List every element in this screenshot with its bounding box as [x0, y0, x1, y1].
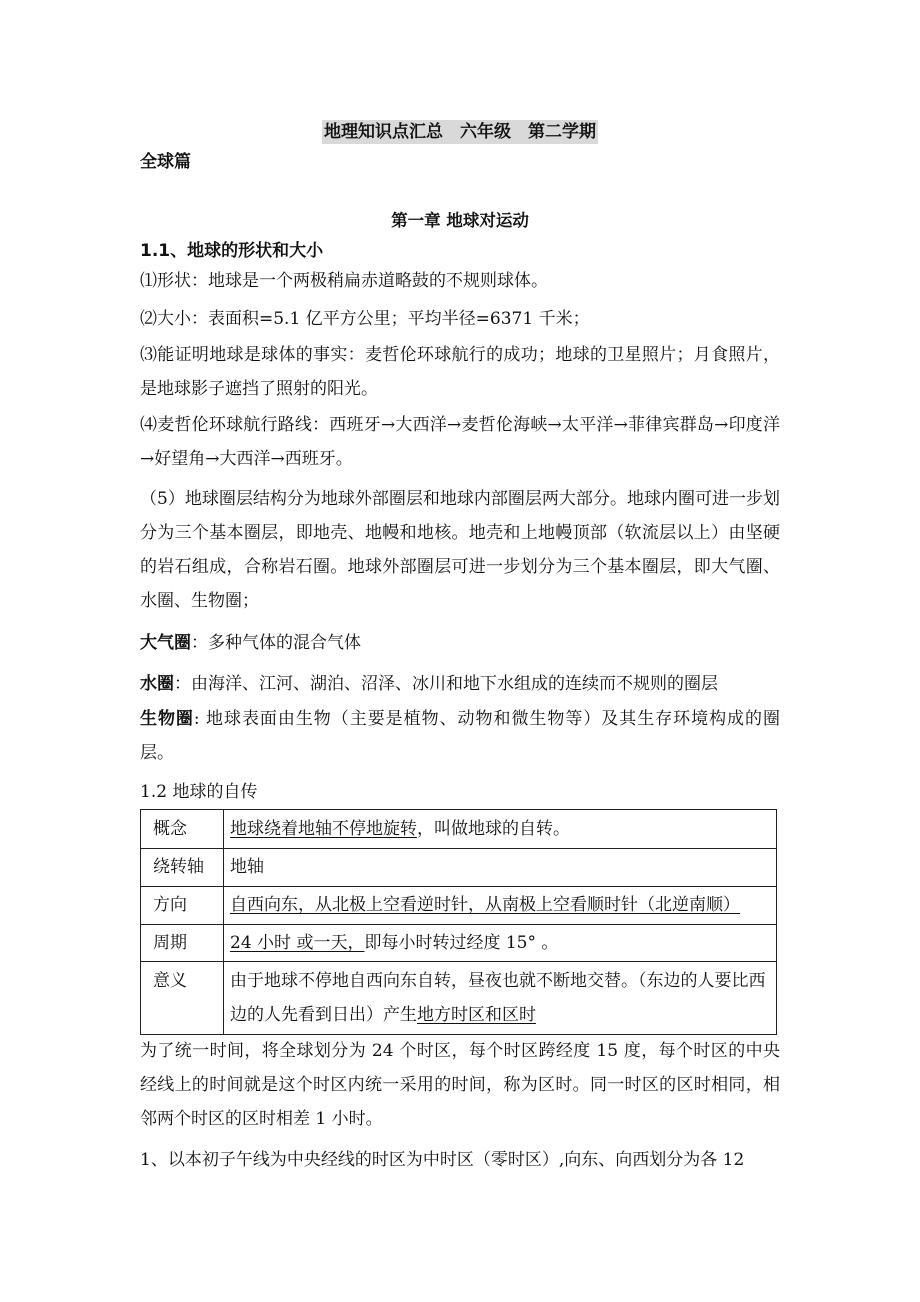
direction-key: 方向	[141, 887, 224, 925]
table-row	[141, 810, 777, 849]
rotation-table	[140, 809, 777, 1035]
atmosphere-text: ：多种气体的混合气体	[191, 633, 361, 653]
direction-value: 自西向东，从北极上空看逆时针，从南极上空看顺时针（北逆南顺）	[224, 887, 777, 925]
sphere-structure-paragraph: （5）地球圈层结构分为地球外部圈层和地球内部圈层两大部分。地球内圈可进一步划分为三个基本圈层，即地壳、地幔和地核。地壳和上地幔顶部（软流层以上）由坚硬的岩石组成，合称岩石圈。地球外部圈层可进一步划分为三个基本圈层，即大气圈、水圈、生物圈；	[140, 489, 780, 611]
atmosphere-label: 大气圈	[140, 633, 191, 653]
biosphere-line	[140, 702, 780, 770]
shape-paragraph: ⑴形状：地球是一个两极稍扁赤道略鼓的不规则球体。	[140, 271, 548, 291]
biosphere-label: 生物圈	[140, 709, 194, 729]
concept-value: 地球绕着地轴不停地旋转，叫做地球的自转。	[224, 810, 777, 849]
magellan-route-paragraph: ⑷麦哲伦环球航行路线：西班牙→大西洋→麦哲伦海峡→太平洋→菲律宾群岛→印度洋→好望角→大西洋→西班牙。	[140, 415, 780, 469]
period-value: 24 小时 或一天，即每小时转过经度 15° 。	[224, 925, 777, 962]
table-row	[141, 925, 777, 962]
section-1-2-heading: 1.2 地球的自传	[140, 782, 258, 802]
time-zone-paragraph: 为了统一时间，将全球划分为 24 个时区，每个时区跨经度 15 度，每个时区的中央经线上的时间就是这个时区内统一采用的时间，称为区时。同一时区的区时相同，相邻两个时区的区时相差 1 小时。	[140, 1041, 780, 1129]
document-title: 地理知识点汇总 六年级 第二学期	[324, 122, 596, 142]
hydrosphere-label: 水圈	[140, 674, 174, 694]
table-row	[141, 962, 777, 1035]
table-row	[141, 887, 777, 925]
hydrosphere-line	[140, 667, 780, 701]
part-heading: 全球篇	[140, 152, 191, 172]
significance-key: 意义	[141, 962, 224, 1035]
table-row	[141, 849, 777, 887]
period-key: 周期	[141, 925, 224, 962]
hydrosphere-text: ：由海洋、江河、湖泊、沼泽、冰川和地下水组成的连续而不规则的圈层	[174, 674, 718, 694]
chapter-heading: 第一章 地球对运动	[391, 211, 529, 230]
axis-value: 地轴	[224, 849, 777, 887]
time-zone-rule-paragraph: 1、以本初子午线为中央经线的时区为中时区（零时区）,向东、向西划分为各 12	[140, 1150, 745, 1170]
significance-value: 由于地球不停地自西向东自转，昼夜也就不断地交替。（东边的人要比西边的人先看到日出）产生地方时区和区时	[224, 962, 777, 1035]
section-1-1-heading: 1.1、地球的形状和大小	[140, 241, 324, 261]
size-paragraph: ⑵大小：表面积=5.1 亿平方公里；平均半径=6371 千米；	[140, 309, 590, 329]
atmosphere-line	[140, 626, 780, 660]
concept-key: 概念	[141, 810, 224, 849]
biosphere-text: : 地球表面由生物（主要是植物、动物和微生物等）及其生存环境构成的圈层。	[140, 709, 780, 763]
axis-key: 绕转轴	[141, 849, 224, 887]
evidence-paragraph: ⑶能证明地球是球体的事实：麦哲伦环球航行的成功；地球的卫星照片；月食照片，是地球影子遮挡了照射的阳光。	[140, 345, 780, 399]
